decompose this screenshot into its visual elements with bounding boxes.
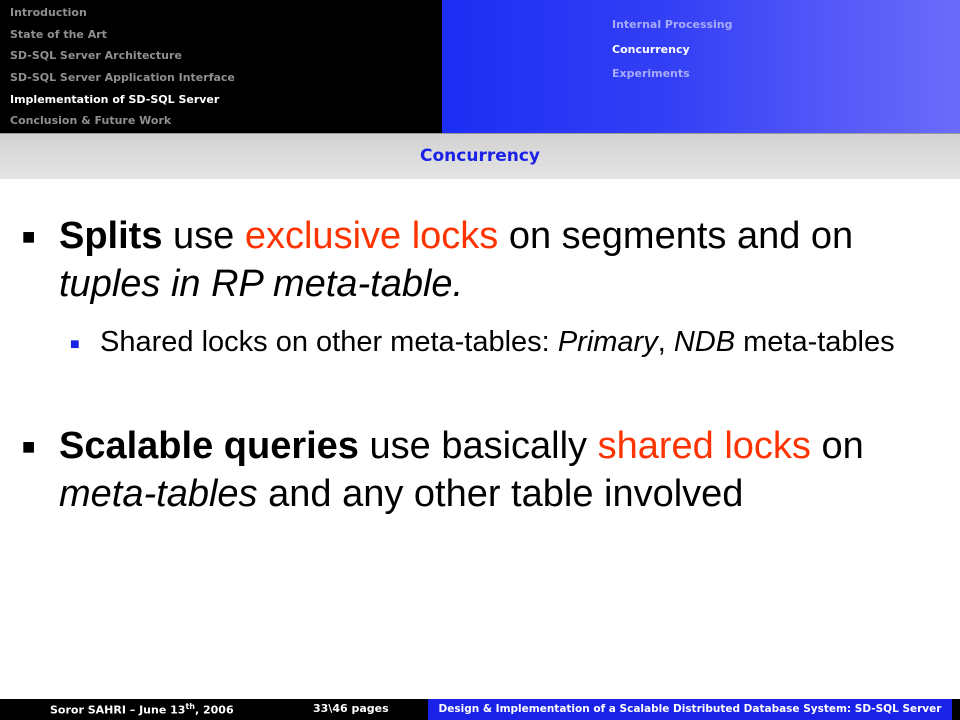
bullet-text: [59, 422, 959, 518]
subsection-item-experiments[interactable]: Experiments: [612, 67, 690, 80]
footer-year: , 2006: [194, 703, 234, 717]
bullet-text-run: use basically: [358, 425, 598, 467]
outline-item-implementation[interactable]: Implementation of SD-SQL Server: [10, 93, 220, 106]
footer-page-counter: 33\46 pages: [313, 702, 389, 715]
square-bullet-icon: ■: [70, 336, 80, 353]
bullet-text-run: on: [810, 425, 864, 467]
subsection-item-internal-processing[interactable]: Internal Processing: [612, 18, 733, 31]
bullet-italic: meta-tables: [59, 473, 258, 515]
outline-subsections-panel: [442, 0, 960, 133]
sub-bullet-italic: Primary: [557, 326, 658, 358]
footer-date-suffix: th: [185, 702, 195, 711]
subsection-item-concurrency[interactable]: Concurrency: [612, 43, 690, 56]
outline-sections-panel: [0, 0, 442, 133]
outline-item-application-interface[interactable]: SD-SQL Server Application Interface: [10, 71, 235, 84]
bullet-text-run: use: [162, 215, 245, 257]
bullet-keyword: Splits: [59, 215, 163, 257]
square-bullet-icon: ■: [22, 224, 36, 249]
sub-bullet-text-run: ,: [657, 326, 674, 358]
sub-bullet-text-run: meta-tables: [735, 326, 895, 358]
slide-footer: [0, 699, 960, 720]
bullet-text-run: on segments and on: [498, 215, 854, 257]
outline-item-conclusion[interactable]: Conclusion & Future Work: [10, 114, 172, 127]
slide-title-bar: [0, 133, 960, 179]
footer-presentation-title: Design & Implementation of a Scalable Distributed Database System: SD-SQL Server: [428, 699, 952, 720]
bullet-highlight: exclusive locks: [244, 215, 499, 257]
outline-item-architecture[interactable]: SD-SQL Server Architecture: [10, 49, 182, 62]
bullet-italic: tuples in RP meta-table.: [59, 263, 464, 305]
bullet-highlight: shared locks: [597, 425, 811, 467]
square-bullet-icon: ■: [22, 434, 36, 459]
bullet-keyword: Scalable queries: [59, 425, 359, 467]
outline-item-state-of-the-art[interactable]: State of the Art: [10, 28, 107, 41]
slide-title: Concurrency: [420, 146, 540, 166]
bullet-text-run: and any other table involved: [257, 473, 744, 515]
footer-author: Soror SAHRI – June 13: [50, 703, 186, 717]
sub-bullet-text: [100, 323, 955, 362]
footer-author-date: [50, 702, 234, 717]
bullet-text: [59, 212, 959, 308]
sub-bullet-text-run: Shared locks on other meta-tables:: [100, 326, 558, 358]
sub-bullet-italic: NDB: [673, 326, 736, 358]
outline-item-introduction[interactable]: Introduction: [10, 6, 87, 19]
